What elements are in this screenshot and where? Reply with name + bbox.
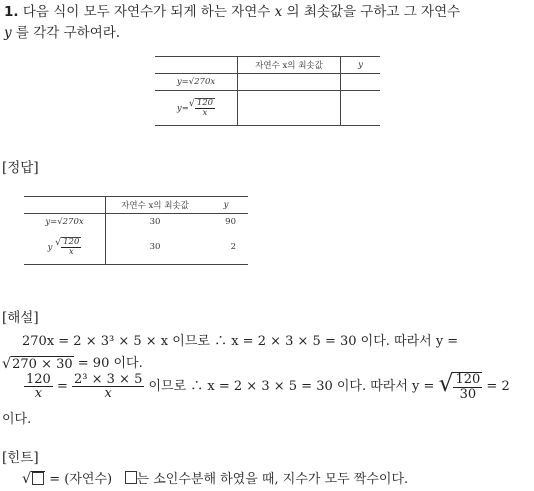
sqrt-icon: √ <box>2 355 12 372</box>
table1-row2-num: 120 <box>196 98 214 109</box>
answer-row2-x: 30 <box>149 242 161 253</box>
table1-row1-y <box>341 74 381 91</box>
question-text <box>4 2 532 44</box>
table1-header-y: y <box>358 60 363 70</box>
frac1-num: 120 <box>26 371 51 387</box>
answer-row2-y: 2 <box>230 242 236 253</box>
explanation-line1: 270x = 2 × 3³ × 5 × x 이므로 ∴ x = 2 × 3 × 5 = 30 이다. 따라서 y = <box>22 334 459 349</box>
sqrt-icon: √ <box>188 98 195 110</box>
explanation-title: [해설] <box>2 310 39 326</box>
table1-row2-prefix: y= <box>176 103 189 114</box>
blank-box-icon <box>125 471 137 484</box>
answer-title: [정답] <box>2 160 39 176</box>
answer-header-xmin: 자연수 x의 최솟값 <box>121 201 189 211</box>
answer-table <box>24 196 248 265</box>
answer-row2-num: 120 <box>63 237 80 248</box>
answer-row1-label: y=√270x <box>24 214 106 231</box>
explanation-line2-tail: = 90 이다. <box>73 356 143 371</box>
sqrt-icon: √ <box>22 471 32 487</box>
answer-row1-y: 90 <box>225 217 236 228</box>
table1-header-xmin: 자연수 x의 최솟값 <box>238 57 341 74</box>
question-table <box>155 56 380 126</box>
frac2-den: x <box>104 386 112 402</box>
frac2-num: 2³ × 3 × 5 <box>74 371 143 387</box>
answer-header-y: y <box>223 200 229 210</box>
answer-row1-x: 30 <box>149 217 161 228</box>
answer-row2-label <box>24 231 106 265</box>
hint-title: [힌트] <box>2 450 39 466</box>
hint-line <box>22 468 408 488</box>
explanation-line3-mid: 이므로 ∴ x = 2 × 3 × 5 = 30 이다. 따라서 y = <box>144 379 439 395</box>
table1-header-blank <box>155 57 238 74</box>
question-number: 1. <box>4 4 19 20</box>
frac1-den: x <box>34 386 43 402</box>
table1-row2-label <box>155 91 238 126</box>
answer-row2-prefix: y <box>47 242 53 253</box>
answer-header-blank <box>24 197 106 214</box>
question-part-b: 의 최솟값을 구하고 그 자연수 <box>282 4 461 20</box>
question-part-c: 를 각각 구하여라. <box>11 25 121 41</box>
sqrt-icon: √ <box>55 237 62 249</box>
table1-row2-x <box>238 91 341 126</box>
table1-row1-label: y=√270x <box>155 74 238 91</box>
table1-row2-den: x <box>202 108 208 118</box>
frac3-num: 120 <box>455 372 481 387</box>
explanation-line4: 이다. <box>2 412 32 427</box>
frac3-den: 30 <box>459 386 477 402</box>
var-y: y <box>4 25 12 41</box>
explanation-line2 <box>2 352 143 372</box>
sqrt-icon: √ <box>438 369 454 397</box>
explanation-line3-end: = 2 <box>482 379 510 395</box>
question-part-a: 다음 식이 모두 자연수가 되게 하는 자연수 <box>22 4 275 20</box>
answer-row2-den: x <box>68 247 74 258</box>
hint-eq: = (자연수) <box>45 472 113 487</box>
explanation-line3: $\frac{120}{x}$ = $\frac{\text{2³ × 3 × 5}}{x}$ 이므로 ∴ x = 2 × 3 × 5 = 30 이다. 따라서 y = √ $\frac{120}{30}$ = 2 <box>26 369 510 402</box>
table1-row1-x <box>238 74 341 91</box>
explanation-line2-rad: 270 × 30 <box>12 356 73 372</box>
var-x: x <box>274 4 283 20</box>
table1-row2-y <box>341 91 381 126</box>
blank-box-icon <box>32 472 44 485</box>
hint-text: 는 소인수분해 하였을 때, 지수가 모두 짝수이다. <box>136 472 409 487</box>
